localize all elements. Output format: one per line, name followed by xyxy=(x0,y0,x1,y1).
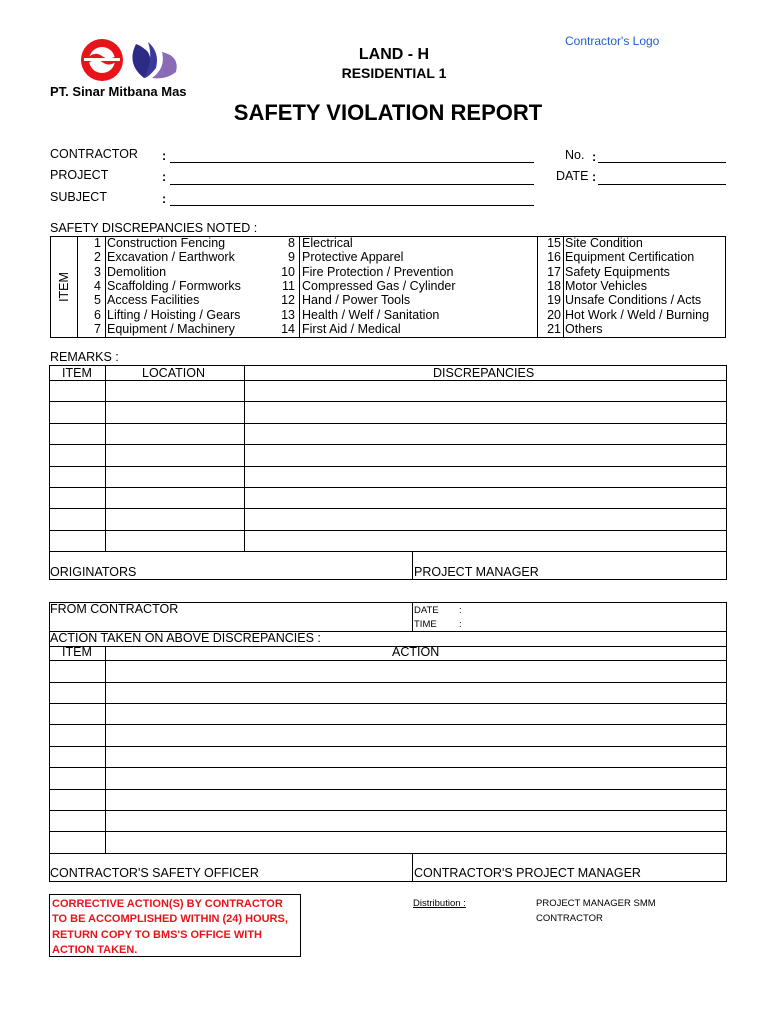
discrepancy-label[interactable]: Compressed Gas / Cylinder xyxy=(302,278,456,293)
contractor-colon: : xyxy=(162,149,167,163)
discrepancies-heading: SAFETY DISCREPANCIES NOTED : xyxy=(50,221,258,235)
no-label: No. xyxy=(565,148,585,162)
discrepancy-number: 16 xyxy=(547,250,561,265)
notice-line: CORRECTIVE ACTION(S) BY CONTRACTOR xyxy=(52,898,283,910)
distribution-label: Distribution : xyxy=(413,898,466,909)
discrepancy-label[interactable]: Equipment Certification xyxy=(565,250,695,265)
distribution-item: PROJECT MANAGER SMM xyxy=(536,898,656,909)
originators-label: ORIGINATORS xyxy=(50,565,137,579)
discrepancies-table xyxy=(50,236,726,338)
remarks-col-item: ITEM xyxy=(62,366,92,380)
discrepancy-number: 4 xyxy=(94,278,101,293)
notice-line: RETURN COPY TO BMS'S OFFICE WITH xyxy=(52,928,262,941)
subject-field[interactable] xyxy=(170,205,534,206)
action-date-colon: : xyxy=(459,605,462,616)
discrepancy-label[interactable]: Site Condition xyxy=(565,236,643,250)
contractor-logo-placeholder: Contractor's Logo xyxy=(565,34,660,48)
discrepancy-label[interactable]: Fire Protection / Prevention xyxy=(302,264,454,279)
discrepancy-number: 6 xyxy=(94,307,101,322)
safety-officer-label: CONTRACTOR'S SAFETY OFFICER xyxy=(50,866,259,880)
action-col-item: ITEM xyxy=(62,645,92,659)
distribution-item: CONTRACTOR xyxy=(536,913,603,924)
project-colon: : xyxy=(162,170,167,184)
company-name: PT. Sinar Mitbana Mas xyxy=(50,84,187,99)
remarks-col-discrepancies: DISCREPANCIES xyxy=(433,366,535,380)
discrepancy-number: 9 xyxy=(288,250,295,265)
discrepancy-number: 10 xyxy=(281,264,295,279)
discrepancy-number: 17 xyxy=(547,264,561,279)
action-table xyxy=(49,602,727,882)
notice-line: ACTION TAKEN. xyxy=(52,943,138,956)
discrepancy-number: 21 xyxy=(547,321,561,336)
remarks-table xyxy=(49,365,727,580)
discrepancy-label[interactable]: Access Facilities xyxy=(107,293,200,308)
discrepancy-number: 11 xyxy=(282,278,295,293)
contractor-pm-label: CONTRACTOR'S PROJECT MANAGER xyxy=(414,866,641,880)
discrepancy-label[interactable]: Demolition xyxy=(107,264,167,279)
discrepancy-label[interactable]: Electrical xyxy=(302,236,353,250)
discrepancy-label[interactable]: Scaffolding / Formworks xyxy=(107,278,241,293)
project-land: LAND - H xyxy=(358,46,430,63)
discrepancy-label[interactable]: Excavation / Earthwork xyxy=(107,250,235,265)
remarks-col-location: LOCATION xyxy=(142,366,205,380)
contractor-label: CONTRACTOR xyxy=(50,147,138,161)
discrepancy-number: 14 xyxy=(281,321,295,336)
discrepancy-number: 20 xyxy=(547,307,561,322)
action-heading: ACTION TAKEN ON ABOVE DISCREPANCIES : xyxy=(50,631,321,645)
discrepancy-number: 19 xyxy=(547,293,561,308)
discrepancy-number: 18 xyxy=(547,278,561,293)
discrepancy-label[interactable]: Motor Vehicles xyxy=(565,278,647,293)
discrepancy-label[interactable]: Unsafe Conditions / Acts xyxy=(565,293,702,308)
discrepancy-number: 15 xyxy=(547,236,561,250)
item-vertical-label: ITEM xyxy=(57,272,72,302)
discrepancy-number: 2 xyxy=(94,250,101,265)
discrepancy-label[interactable]: Hot Work / Weld / Burning xyxy=(565,307,710,322)
contractor-field[interactable] xyxy=(170,162,534,163)
no-field[interactable] xyxy=(598,162,726,163)
discrepancy-label[interactable]: Construction Fencing xyxy=(107,236,226,250)
discrepancy-label[interactable]: First Aid / Medical xyxy=(302,321,401,336)
date-label: DATE xyxy=(556,169,589,183)
project-manager-label: PROJECT MANAGER xyxy=(414,565,539,579)
discrepancy-number: 1 xyxy=(94,236,101,250)
page-title: SAFETY VIOLATION REPORT xyxy=(233,100,543,125)
discrepancy-label[interactable]: Lifting / Hoisting / Gears xyxy=(107,307,241,322)
action-date-label: DATE xyxy=(414,605,439,616)
project-field[interactable] xyxy=(170,184,534,185)
discrepancy-label[interactable]: Equipment / Machinery xyxy=(107,321,235,336)
no-colon: : xyxy=(592,150,597,164)
discrepancy-label[interactable]: Others xyxy=(565,321,603,336)
action-time-colon: : xyxy=(459,619,462,630)
project-residential: RESIDENTIAL 1 xyxy=(341,65,447,81)
discrepancy-number: 13 xyxy=(281,307,295,322)
from-contractor-label: FROM CONTRACTOR xyxy=(50,602,179,616)
discrepancy-number: 12 xyxy=(281,293,295,308)
discrepancy-label[interactable]: Health / Welf / Sanitation xyxy=(302,307,440,322)
notice-line: TO BE ACCOMPLISHED WITHIN (24) HOURS, xyxy=(52,913,288,926)
subject-colon: : xyxy=(162,192,167,206)
date-colon: : xyxy=(592,170,597,184)
date-field[interactable] xyxy=(598,184,726,185)
project-label: PROJECT xyxy=(50,168,109,182)
discrepancy-number: 8 xyxy=(288,236,295,250)
discrepancy-label[interactable]: Hand / Power Tools xyxy=(302,293,411,308)
subject-label: SUBJECT xyxy=(50,190,107,204)
discrepancy-label[interactable]: Protective Apparel xyxy=(302,250,404,265)
discrepancy-number: 3 xyxy=(94,264,101,279)
action-col-action: ACTION xyxy=(392,645,440,659)
discrepancy-number: 5 xyxy=(94,293,101,308)
remarks-heading: REMARKS : xyxy=(50,350,119,364)
discrepancy-number: 7 xyxy=(94,321,101,336)
discrepancy-label[interactable]: Safety Equipments xyxy=(565,264,670,279)
corrective-action-notice xyxy=(49,894,301,957)
action-time-label: TIME xyxy=(414,619,437,630)
